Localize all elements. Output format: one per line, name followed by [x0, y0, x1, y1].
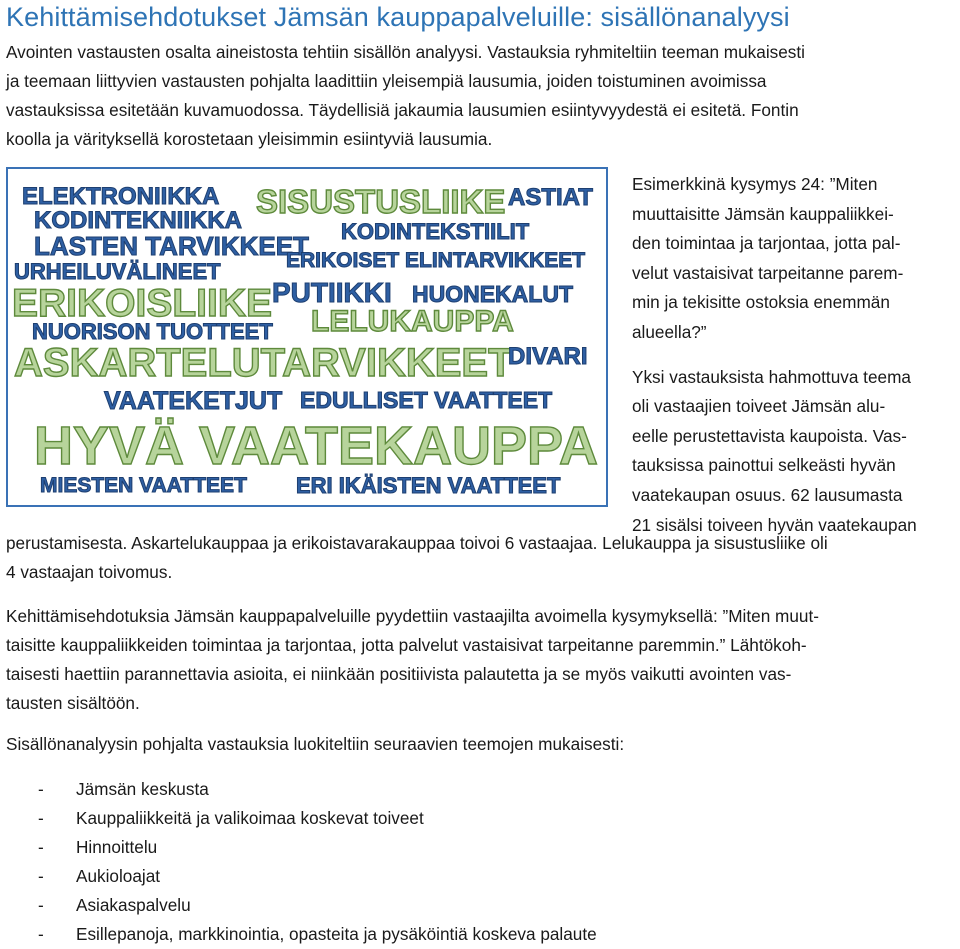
method-line: taisesti haettiin parannettavia asioita, ei niinkään positiivista palautetta ja se myös vaikutti avointen vas-: [6, 664, 792, 684]
cloud-word-huonekalut: HUONEKALUT: [412, 281, 573, 307]
cloud-word-erikoiset-elintarvikkeet: ERIKOISET ELINTARVIKKEET: [286, 249, 586, 272]
continuation-paragraph: [6, 529, 956, 587]
side-line: den toimintaa ja tarjontaa, jotta pal-: [632, 233, 901, 254]
cloud-word-eri-ikaisten-vaatteet: ERI IKÄISTEN VAATTEET: [296, 473, 561, 498]
side-text: [632, 170, 956, 540]
word-cloud: [6, 167, 608, 507]
method-line: Kehittämisehdotuksia Jämsän kauppapalveluille pyydettiin vastaajilta avoimella kysymyksellä: ”Miten muut-: [6, 606, 819, 626]
cloud-word-lasten-tarvikkeet: LASTEN TARVIKKEET: [34, 231, 309, 261]
cloud-word-kodintekstiilit: KODINTEKSTIILIT: [341, 219, 530, 244]
side-line: vaatekaupan osuus. 62 lausumasta: [632, 484, 903, 505]
method-line: tausten sisältöön.: [6, 693, 140, 713]
cloud-word-lelukauppa: LELUKAUPPA: [311, 305, 514, 338]
document-page: Kehittämisehdotukset Jämsän kauppapalveluille: sisällönanalyysi Avointen vastausten osalta aineistosta tehtiin sisällön analyysi. Vastauksia ryhmiteltiin teeman mukaisesti ja teemaan liittyvien vastausten pohjalta laadittiin yleisempiä lausumia, joiden toistuminen avoimissa vastauksissa esitetään kuvamuodossa. Täydellisiä jakaumia lausumien esiintyvyydestä ei esitetä. Fontin koolla ja värityksellä korostetaan yleisimmin esiintyviä lausumia. ELEKTRONIIKKA SISUSTUSLIIKE ASTIAT KODINTEKNIIKKA KODINTEKSTIILIT LASTEN TARVIKKEET URHEILUVÄLINEET ERIKOISET ELINTARVIKKEET ERIKOISLIIKE PUTIIKKI HUONEKALUT NUORISON TUOTTEET LELUKAUPPA ASKARTELUTARVIKKEET DIVARI VAATEKETJUT EDULLISET VAATTEET HYVÄ VAATEKAUPPA MIESTEN VAATTEET ERI IKÄISTEN VAATTEET Esimerkkinä kysymys 24: ”Miten muuttaisitte Jämsän kauppaliikkei- den toimintaa ja tarjontaa, jotta pal- velut vastaisivat tarpeitanne parem- min ja tekisitte ostoksia enemmän alueella?” Yksi vastauksista hahmottuva teema oli vastaajien toiveet Jämsän alu- eelle perustettavista kaupoista. Vas- tauksissa painottui selkeästi hyvän vaatekaupan osuus. 62 lausumasta 21 sisälsi toiveen hyvän vaatekaupan perustamisesta. Askartelukauppaa ja erikoistavarakauppaa toivoi 6 vastaajaa. Lelukauppa ja sisustusliike oli 4 vastaajan toivomus. Kehittämisehdotuksia Jämsän kauppapalveluille pyydettiin vastaajilta avoimella kysymyksellä: ”Miten muut- taisitte kauppaliikkeiden toimintaa ja tarjontaa, jotta palvelut vastaisivat tarpeitanne paremmin.” Lähtökoh- taisesti haettiin parannettavia asioita, ei niinkään positiivista palautetta ja se myös vaikutti avointen vas- tausten sisältöön. Sisällönanalyysin pohjalta vastauksia luokiteltiin seuraavien teemojen mukaisesti: - Jämsän keskusta - Kauppaliikkeitä ja valikoimaa koskevat toiveet - Hinnoittelu - Aukioloajat - Asiakaspalvelu - Esillepanoja, markkinointia, opasteita ja pysäköintiä koskeva palaute: [0, 0, 960, 945]
side-line: velut vastaisivat tarpeitanne parem-: [632, 262, 904, 283]
intro-line: ja teemaan liittyvien vastausten pohjalta laadittiin yleisempiä lausumia, joiden toistuminen avoimissa: [6, 71, 767, 91]
cloud-word-vaateketjut: VAATEKETJUT: [104, 387, 283, 415]
side-line: 21 sisälsi toiveen hyvän vaatekaupan: [632, 514, 917, 535]
intro-line: koolla ja värityksellä korostetaan yleisimmin esiintyviä lausumia.: [6, 129, 493, 149]
cloud-word-nuorison-tuotteet: NUORISON TUOTTEET: [32, 319, 273, 344]
cloud-word-kodintekniikka: KODINTEKNIIKKA: [34, 207, 242, 234]
cloud-word-erikoisliike: ERIKOISLIIKE: [12, 282, 273, 325]
cloud-word-askartelutarvikkeet: ASKARTELUTARVIKKEET: [14, 341, 513, 385]
side-line: Yksi vastauksista hahmottuva teema: [632, 366, 911, 387]
cloud-word-elektroniikka: ELEKTRONIIKKA: [22, 183, 220, 210]
side-line: eelle perustettavista kaupoista. Vas-: [632, 425, 907, 446]
cloud-word-astiat: ASTIAT: [508, 184, 593, 211]
cloud-word-edulliset-vaatteet: EDULLISET VAATTEET: [300, 387, 553, 413]
cloud-word-hyva-vaatekauppa: HYVÄ VAATEKAUPPA: [34, 416, 599, 476]
side-line: oli vastaajien toiveet Jämsän alu-: [632, 396, 886, 417]
method-paragraph: [6, 602, 956, 718]
side-line: tauksissa painottui selkeästi hyvän: [632, 455, 896, 476]
method-line: taisitte kauppaliikkeiden toimintaa ja tarjontaa, jotta palvelut vastaisivat tarpeitanne paremmin.” Lähtökoh-: [6, 635, 807, 655]
cloud-word-putiikki: PUTIIKKI: [272, 277, 392, 308]
side-line: muuttaisitte Jämsän kauppaliikkei-: [632, 203, 894, 224]
side-line: Esimerkkinä kysymys 24: ”Miten: [632, 174, 878, 194]
continuation-line: 4 vastaajan toivomus.: [6, 562, 173, 582]
intro-line: vastauksissa esitetään kuvamuodossa. Täydellisiä jakaumia lausumien esiintyvyydestä ei esitetä. Fontin: [6, 100, 799, 120]
intro-paragraph: [6, 38, 956, 154]
cloud-word-sisustusliike: SISUSTUSLIIKE: [256, 183, 506, 220]
cloud-word-miesten-vaatteet: MIESTEN VAATTEET: [40, 474, 247, 497]
themes-intro: Sisällönanalyysin pohjalta vastauksia luokiteltiin seuraavien teemojen mukaisesti:: [6, 734, 625, 754]
cloud-word-urheiluvalineet: URHEILUVÄLINEET: [14, 259, 221, 284]
side-line: min ja tekisitte ostoksia enemmän: [632, 292, 890, 313]
continuation-line: perustamisesta. Askartelukauppaa ja erikoistavarakauppaa toivoi 6 vastaajaa. Lelukauppa ja sisustusliike oli: [6, 533, 828, 553]
side-line: alueella?”: [632, 321, 707, 342]
intro-line: Avointen vastausten osalta aineistosta tehtiin sisällön analyysi. Vastauksia ryhmiteltiin teeman mukaisesti: [6, 42, 805, 62]
cloud-word-divari: DIVARI: [508, 343, 588, 370]
page-title: Kehittämisehdotukset Jämsän kauppapalveluille: sisällönanalyysi: [6, 2, 790, 32]
